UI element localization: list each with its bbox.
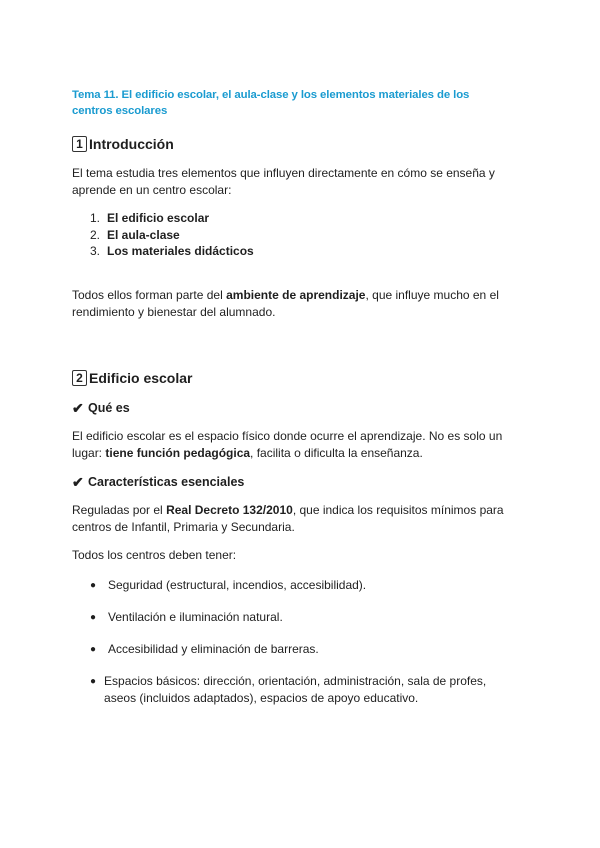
section-heading-introduccion [72, 135, 512, 153]
list-item: 3. Los materiales didácticos [90, 244, 254, 258]
intro-paragraph: El tema estudia tres elementos que influyen directamente en cómo se enseña y aprende en un centro escolar: [72, 166, 495, 197]
requirements-list [72, 577, 512, 707]
section-heading-edificio-escolar [72, 369, 512, 387]
closing-paragraph: Todos ellos forman parte del ambiente de aprendizaje, que influye mucho en el rendimiento y bienestar del alumnado. [72, 287, 499, 319]
bold-term: tiene función pedagógica [105, 445, 251, 460]
subheading-text: Características esenciales [88, 474, 245, 489]
lead-paragraph: Todos los centros deben tener: [72, 547, 237, 562]
list-item: ● Seguridad (estructural, incendios, accesibilidad). [90, 577, 367, 592]
section-number-badge: 2 [72, 370, 87, 386]
elements-list [72, 210, 512, 260]
section-heading-text: Introducción [89, 136, 174, 152]
list-item: ● Espacios básicos: dirección, orientación, administración, sala de profes, aseos (incluidos adaptados), espacios de apoyo educativo. [90, 673, 487, 705]
list-item: ● Ventilación e iluminación natural. [90, 609, 283, 624]
subheading-caracteristicas [72, 474, 512, 490]
bold-term: ambiente de aprendizaje [226, 287, 366, 302]
section-heading-text: Edificio escolar [89, 369, 193, 386]
bullet-icon: ● [90, 579, 97, 591]
list-item: ● Accesibilidad y eliminación de barreras. [90, 641, 319, 656]
list-item: 1. El edificio escolar [90, 211, 210, 225]
checkmark-icon: ✔ [72, 473, 84, 490]
bold-term: Real Decreto 132/2010 [166, 502, 293, 517]
bullet-icon: ● [90, 675, 97, 687]
section-number-badge: 1 [72, 136, 87, 152]
checkmark-icon: ✔ [72, 399, 84, 416]
list-item: 2. El aula-clase [90, 227, 180, 242]
definition-paragraph: El edificio escolar es el espacio físico donde ocurre el aprendizaje. No es solo un lugar: tiene función pedagógica, facilita o dificulta la enseñanza. [72, 428, 503, 460]
bullet-icon: ● [90, 611, 97, 623]
subheading-text: Qué es [88, 400, 130, 415]
bullet-icon: ● [90, 643, 97, 655]
document-title: Tema 11. El edificio escolar, el aula-clase y los elementos materiales de los centros escolares [72, 89, 470, 117]
subheading-que-es [72, 400, 512, 416]
regulation-paragraph: Reguladas por el Real Decreto 132/2010, que indica los requisitos mínimos para centros de Infantil, Primaria y Secundaria. [72, 502, 504, 534]
